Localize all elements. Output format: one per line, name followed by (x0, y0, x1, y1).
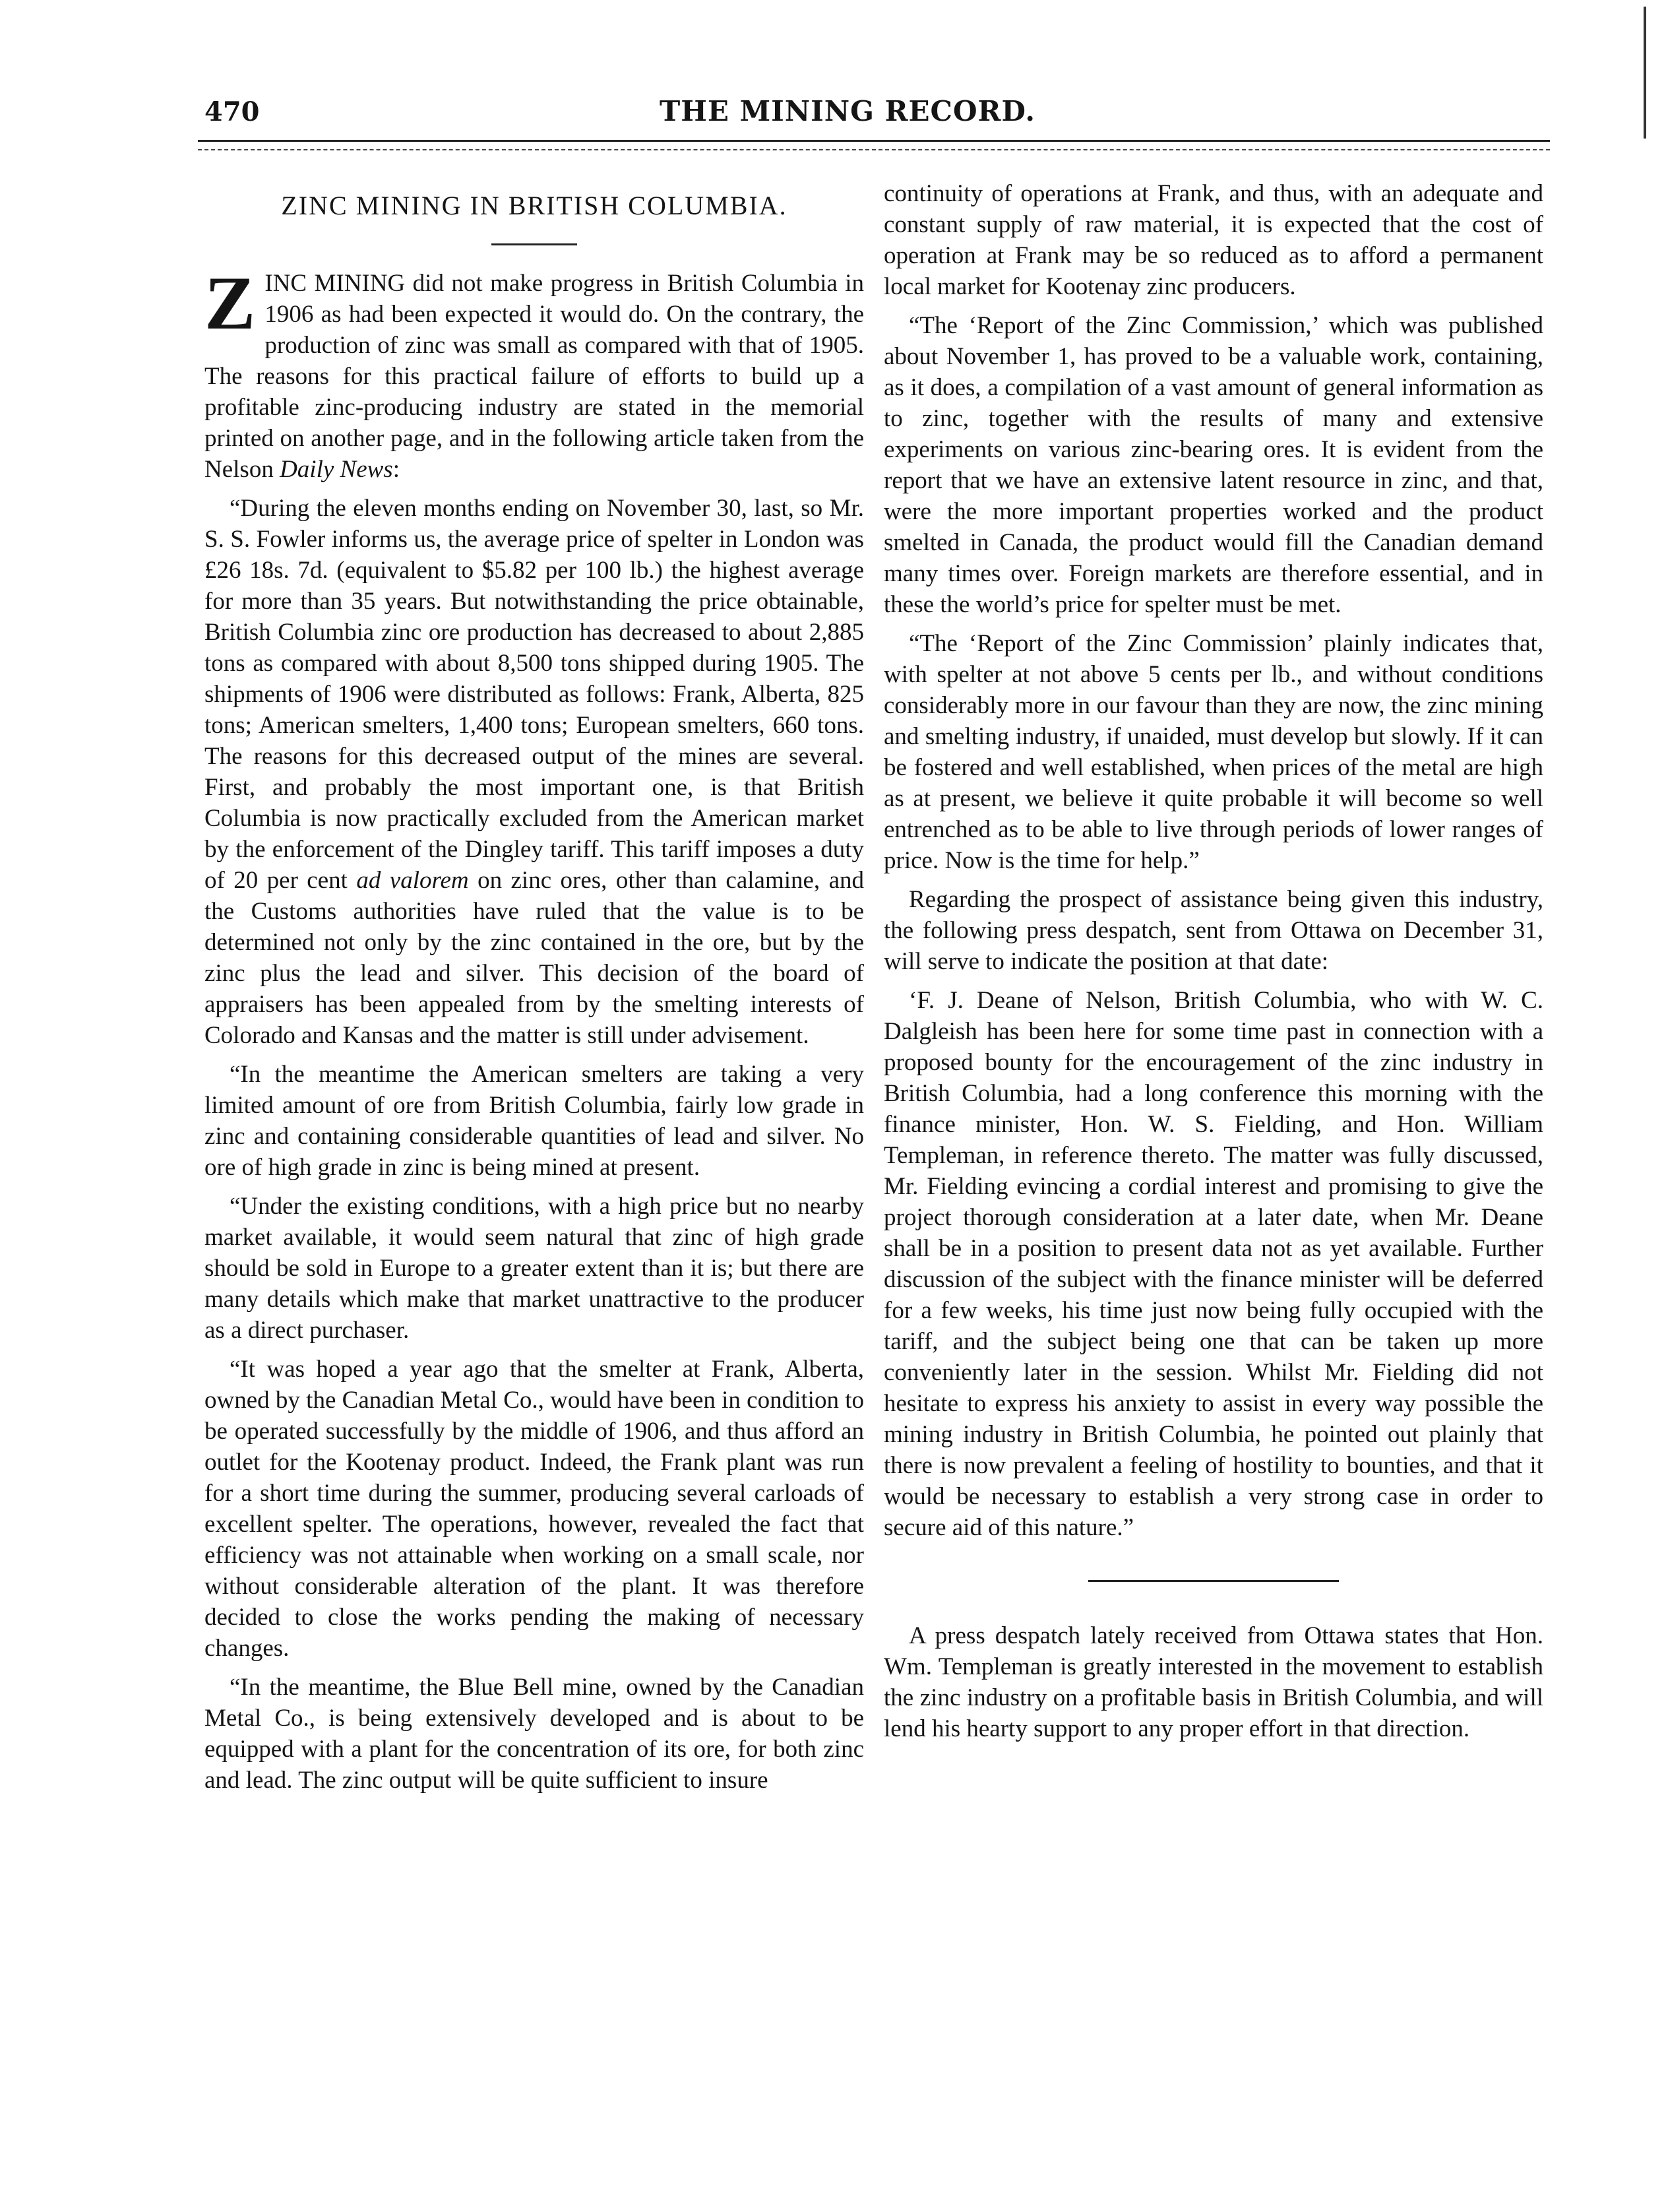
paragraph-6-continued: continuity of operations at Frank, and thus, with an adequate and constant supply of raw material, it is expected that the cost of operation at Frank may be so reduced as to afford a permanent local market for Kootenay zinc producers. (884, 180, 1543, 300)
paragraph-8: “The ‘Report of the Zinc Commission’ plainly indicates that, with spelter at not above 5 cents per lb., and without conditions considerably more in our favour than they are now, the zinc mining and smelting industry, if unaided, must develop but slowly. If it can be fostered and well established, when prices of the metal are high as at present, we believe it quite probable it will become so well entrenched as to be able to live through periods of lower ranges of price. Now is the time for help.” (884, 630, 1543, 874)
title-rule (491, 243, 577, 245)
section-rule (1088, 1580, 1339, 1582)
paragraph-1 (204, 261, 864, 485)
paragraph-1-text: INC MINING did not make progress in British Columbia in 1906 as had been expected it would do. On the contrary, the production of zinc was small as compared with that of 1905. The reasons for this practical failure of efforts to build up a profitable zinc-producing industry are stated in the memorial printed on another page, and in the following article taken from the Nelson (204, 270, 864, 483)
paragraph-4: “Under the existing conditions, with a high price but no nearby market available, it would seem natural that zinc of high grade should be sold in Europe to a greater extent than it is; but there are many details which make that market unattractive to the producer as a direct purchaser. (204, 1193, 864, 1344)
article-title: ZINC MINING IN BRITISH COLUMBIA. (281, 191, 787, 220)
left-column (204, 178, 864, 1804)
paragraph-6: “In the meantime, the Blue Bell mine, owned by the Canadian Metal Co., is being extensively developed and is about to be equipped with a plant for the concentration of its ore, for both zinc and lead. The zinc output will be quite sufficient to insure (204, 1674, 864, 1794)
paragraph-2 (204, 493, 864, 1051)
paragraph-2-text-b: on zinc ores, other than calamine, and the Customs authorities have ruled that the value is to be determined not only by the zinc contained in the ore, but by the zinc plus the lead and silver. This decision of the board of appraisers has been appealed from by the smelting interests of Colorado and Kansas and the matter is still under advisement. (204, 867, 865, 1049)
drop-cap: Z (204, 261, 256, 346)
paragraph-5: “It was hoped a year ago that the smelter at Frank, Alberta, owned by the Canadian Metal Co., would have been in condition to be operated successfully by the middle of 1906, and thus afford an outlet for the Kootenay product. Indeed, the Frank plant was run for a short time during the summer, producing several carloads of excellent spelter. The operations, however, revealed the fact that efficiency was not attainable when working on a small scale, nor without considerable alteration of the plant. It was therefore decided to close the works pending the making of necessary changes. (204, 1356, 864, 1662)
journal-title: THE MINING RECORD. (660, 95, 1036, 127)
note-paragraph: A press despatch lately received from Ottawa states that Hon. Wm. Templeman is greatly interested in the movement to establish the zinc industry on a profitable basis in British Columbia, and will lend his hearty support to any proper effort in that direction. (884, 1622, 1543, 1742)
right-column (884, 178, 1543, 1752)
paragraph-3: “In the meantime the American smelters are taking a very limited amount of ore from British Columbia, fairly low grade in zinc and containing considerable quantities of lead and silver. No ore of high grade in zinc is being mined at present. (204, 1061, 864, 1181)
header-rule (198, 140, 1550, 150)
newspaper-name: Daily News (280, 456, 393, 483)
paragraph-9: Regarding the prospect of assistance being given this industry, the following press despatch, sent from Ottawa on December 31, will serve to indicate the position at that date: (884, 886, 1543, 975)
ad-valorem-term: ad valorem (356, 867, 469, 894)
paragraph-1-end: : (392, 456, 400, 483)
page-number: 470 (204, 96, 260, 127)
paragraph-10: ‘F. J. Deane of Nelson, British Columbia, who with W. C. Dalgleish has been here for some time past in connection with a proposed bounty for the encouragement of the zinc industry in British Columbia, had a long conference this morning with the finance minister, Hon. W. S. Fielding, and Hon. William Templeman, in reference thereto. The matter was fully discussed, Mr. Fielding evincing a cordial interest and promising to give the project thorough consideration at a later date, when Mr. Deane shall be in a position to present data not as yet available. Further discussion of the subject with the finance minister will be deferred for a few weeks, his time just now being fully occupied with the tariff, and the subject being one that can be taken up more conveniently later in the session. Whilst Mr. Fielding did not hesitate to express his anxiety to assist in every way possible the mining industry in British Columbia, he pointed out plainly that there is now prevalent a feeling of hostility to bounties, and that it would be necessary to establish a very strong case in order to secure aid of this nature.” (884, 987, 1543, 1541)
paragraph-7: “The ‘Report of the Zinc Commission,’ which was published about November 1, has proved to be a valuable work, containing, as it does, a compilation of a vast amount of general information as to zinc, together with the results of many and extensive experiments on various zinc-bearing ores. It is evident from the report that we have an extensive latent resource in zinc, and that, were the more important properties worked and the product smelted in Canada, the product would fill the Canadian demand many times over. Foreign markets are therefore essential, and in these the world’s price for spelter must be met. (884, 312, 1543, 618)
paragraph-2-text-a: “During the eleven months ending on November 30, last, so Mr. S. S. Fowler informs us, the average price of spelter in London was £26 18s. 7d. (equivalent to $5.82 per 100 lb.) the highest average for more than 35 years. But notwithstanding the price obtainable, British Columbia zinc ore production has decreased to about 2,885 tons as compared with about 8,500 tons shipped during 1905. The shipments of 1906 were distributed as follows: Frank, Alberta, 825 tons; American smelters, 1,400 tons; European smelters, 660 tons. The reasons for this decreased output of the mines are several. First, and probably the most important one, is that British Columbia is now practically excluded from the American market by the enforcement of the Dingley tariff. This tariff imposes a duty of 20 per cent (204, 495, 864, 894)
edge-mark (1644, 7, 1646, 139)
